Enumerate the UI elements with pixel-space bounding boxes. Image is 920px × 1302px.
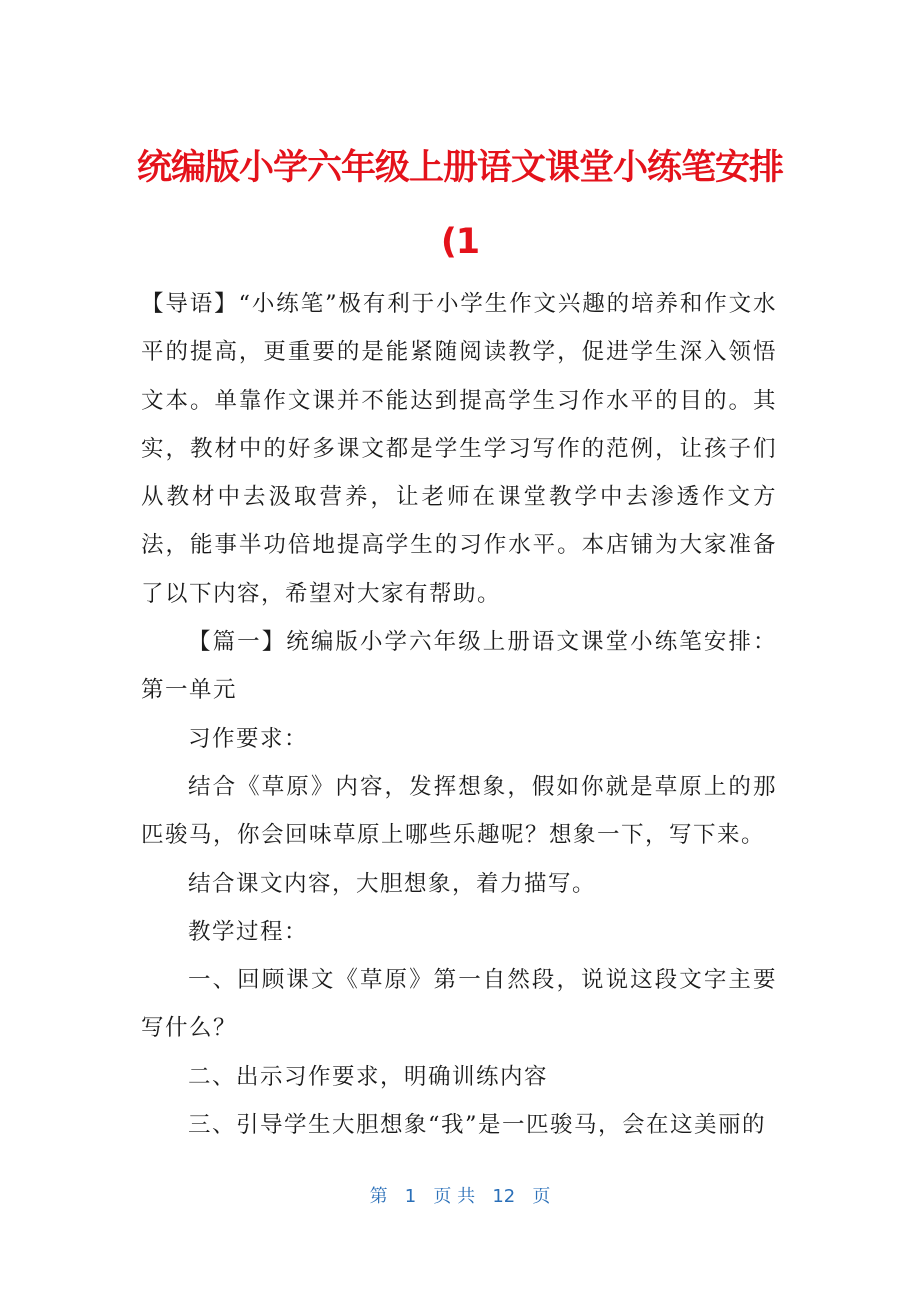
- footer-page-prefix: 第: [369, 1186, 388, 1207]
- page-footer: [0, 1184, 920, 1210]
- section-heading-paragraph: 【篇一】统编版小学六年级上册语文课堂小练笔安排：第一单元: [141, 629, 777, 704]
- footer-total-pages: 12: [492, 1186, 516, 1207]
- process-step-3: 三、引导学生大胆想象“我”是一匹骏马，会在这美丽的: [188, 1112, 767, 1139]
- process-step-2: 二、出示习作要求，明确训练内容: [188, 1063, 549, 1090]
- document-title-line-2: (1: [440, 222, 480, 262]
- guidance-paragraph: 结合课文内容，大胆想象，着力描写。: [188, 870, 597, 897]
- footer-page-number: 1: [404, 1186, 417, 1207]
- document-body: [141, 280, 777, 1149]
- footer-page-middle: 页 共: [433, 1186, 476, 1207]
- process-step-1: 一、回顾课文《草原》第一自然段，说说这段文字主要写什么？: [141, 967, 777, 1042]
- document-title-line-1: 统编版小学六年级上册语文课堂小练笔安排: [136, 148, 783, 188]
- process-label: 教学过程：: [188, 918, 309, 945]
- footer-page-suffix: 页: [532, 1186, 551, 1207]
- intro-paragraph: 【导语】“小练笔”极有利于小学生作文兴趣的培养和作文水平的提高，更重要的是能紧随阅读教学，促进学生深入领悟文本。单靠作文课并不能达到提高学生习作水平的目的。其实，教材中的好多课文都是学生学习写作的范例，让孩子们从教材中去汲取营养，让老师在课堂教学中去渗透作文方法，能事半功倍地提高学生的习作水平。本店铺为大家准备了以下内容，希望对大家有帮助。: [141, 291, 777, 607]
- requirements-label: 习作要求：: [188, 725, 309, 752]
- requirements-paragraph: 结合《草原》内容，发挥想象，假如你就是草原上的那匹骏马，你会回味草原上哪些乐趣呢？想象一下，写下来。: [141, 773, 777, 849]
